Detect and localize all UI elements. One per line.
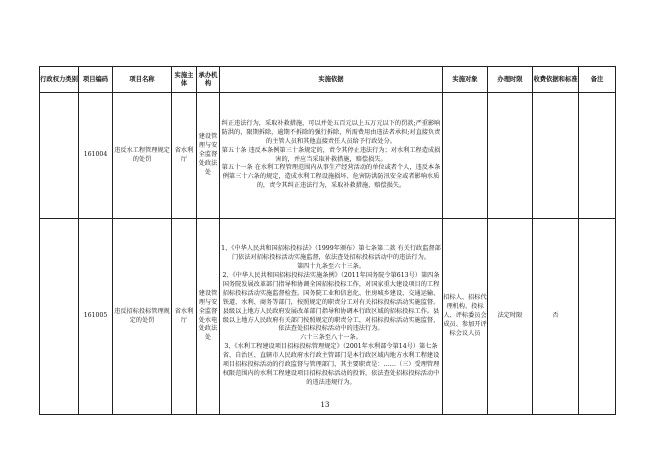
basis-paragraph: 3、《水利工程建设项目招标投标管理规定》（2001年水利部令第14号）第七条 省、自治区、直辖市人民政府水行政主管部门是本行政区域内地方水利工程建设项目招标投标活动的行政监督与管理部门，其主要职责是：……（三）受理管理权限范围内的水利工程建设项目招标投标活动的投诉，依法查处招标投标活动中的违法违规行为。 (222, 343, 440, 386)
header-remark: 备注 (579, 67, 616, 93)
page-number: 13 (320, 401, 330, 409)
basis-paragraph: 1、《中华人民共和国招标投标法》（1999年颁布）第七条第二款 有关行政监督部门依法对招标投标活动实施监督，依法查处招标投标活动中的违法行为。 (221, 245, 441, 262)
header-subject: 实施主体 (172, 67, 197, 93)
basis-paragraph: 第五十条 违反本条例第三十条规定的，责令其停止违法行为；对水利工程造成损害的，并应当采取补救措施，赔偿损失。 (221, 146, 441, 163)
cell-fee (533, 93, 579, 219)
basis-paragraph: 第五十一条 在水利工程管理范围内从事生产经营活动的单位或者个人，违反本条例第三十六条的规定，造成水利工程设施损坏、危害防洪防汛安全或者影响水质的，责令其纠正违法行为，采取补救措施，赔偿损失。 (221, 164, 441, 190)
cell-name: 违反招标投标管理规定的处罚 (113, 219, 172, 415)
cell-remark (579, 219, 616, 415)
cell-code: 161005 (79, 219, 113, 415)
cell-time-limit (488, 93, 533, 219)
cell-remark (579, 93, 616, 219)
table-header-row (40, 67, 616, 93)
header-category: 行政权力类别 (40, 67, 79, 93)
cell-subject: 省水利厅 (172, 93, 197, 219)
header-target: 实施对象 (443, 67, 488, 93)
header-name: 项目名称 (113, 67, 172, 93)
basis-paragraph: 六十三条至八十一条。 (300, 334, 362, 342)
cell-fee: 否 (533, 219, 579, 415)
cell-basis (220, 219, 443, 415)
cell-code: 161004 (79, 93, 113, 219)
table-row (40, 219, 616, 415)
cell-category (40, 93, 79, 219)
header-code: 项目编码 (79, 67, 113, 93)
power-list-table (39, 66, 616, 415)
cell-target: 招标人、招标代理机构、投标人、评标委员会成员、参加开评标会议人员 (443, 219, 488, 415)
cell-org: 建设管理与安全监督处水电处政法处 (197, 219, 220, 415)
cell-target (443, 93, 488, 219)
header-fee: 收费依据和标准 (533, 67, 579, 93)
cell-basis (220, 93, 443, 219)
header-org: 承办机构 (197, 67, 220, 93)
basis-paragraph: 纠正违法行为，采取补救措施，可以并处五百元以上五万元以下的罚款;严重影响防洪的，限期拆除，逾期不拆除的强行拆除，所需费用由违法者承担;对直接负责的主管人员和其他直接责任人员给予行政处分。 (221, 119, 441, 145)
cell-time-limit: 法定时限 (488, 219, 533, 415)
cell-name: 违反水工程管理规定的处罚 (113, 93, 172, 219)
header-time-limit: 办理时限 (488, 67, 533, 93)
cell-subject: 省水利厅 (172, 219, 197, 415)
basis-paragraph: 2、《中华人民共和国招标投标法实施条例》（2011年国务院令第613号）第四条 国务院发展改革部门指导和协调全国招标投标工作，对国家重大建设项目的工程招标投标活动实施监督检查。国务院工业和信息化、住房城乡建设、交通运输、铁道、水利、商务等部门，按照规定的职责分工对有关招标投标活动实施监督。县级以上地方人民政府发展改革部门指导和协调本行政区域的招标投标工作。县级以上地方人民政府有关部门按照规定的职责分工，对招标投标活动实施监督，依法查处招标投标活动中的违法行为。 (222, 271, 440, 333)
cell-org: 建设管理与安全监督处政法处 (197, 93, 220, 219)
basis-paragraph: 第四十九条至六十三条。 (296, 263, 366, 271)
cell-category (40, 219, 79, 415)
header-basis: 实施依据 (220, 67, 443, 93)
table-row (40, 93, 616, 219)
